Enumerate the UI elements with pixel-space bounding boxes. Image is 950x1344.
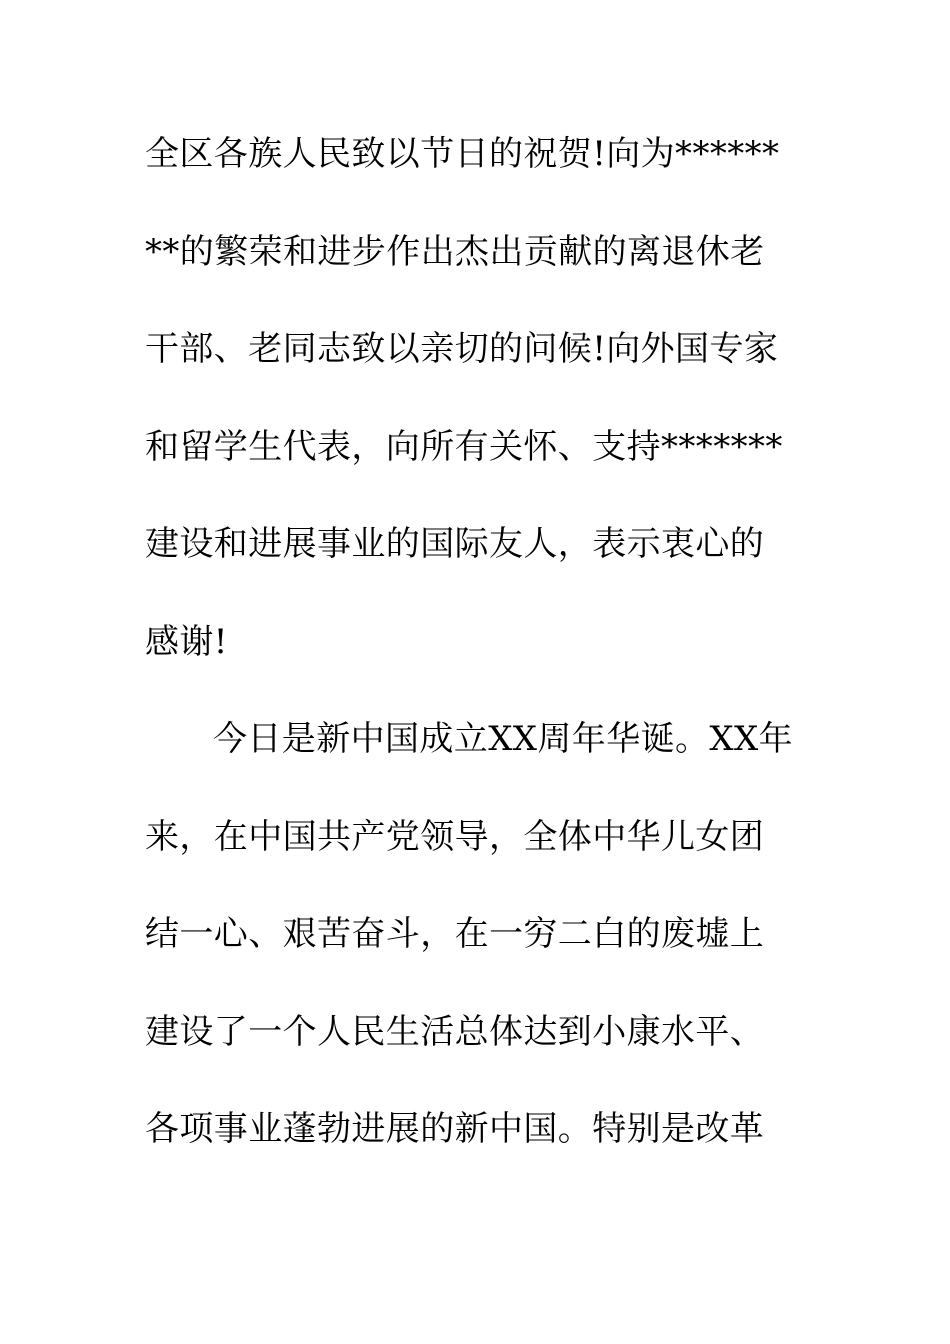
text-line-10: 建设了一个人民生活总体达到小康水平、 — [145, 1011, 765, 1052]
text-line-5: 建设和进展事业的国际友人，表示衷心的 — [145, 524, 765, 564]
paragraph-start-line: 今日是新中国成立XX周年华诞。XX年 — [213, 719, 794, 759]
text-line-1: 全区各族人民致以节日的祝贺!向为****** — [145, 134, 780, 174]
text-line-8: 来，在中国共产党领导，全体中华儿女团 — [145, 816, 765, 857]
text-line-4: 和留学生代表，向所有关怀、支持******* — [145, 426, 783, 467]
text-line-9: 结一心、艰苦奋斗，在一穷二白的废墟上 — [145, 914, 765, 954]
text-line-6: 感谢! — [145, 621, 228, 662]
document-body — [145, 122, 805, 1195]
text-line-3: 干部、老同志致以亲切的问候!向外国专家 — [145, 329, 779, 369]
text-line-2: **的繁荣和进步作出杰出贡献的离退休老 — [145, 231, 765, 272]
text-line-11: 各项事业蓬勃进展的新中国。特别是改革 — [145, 1109, 765, 1149]
